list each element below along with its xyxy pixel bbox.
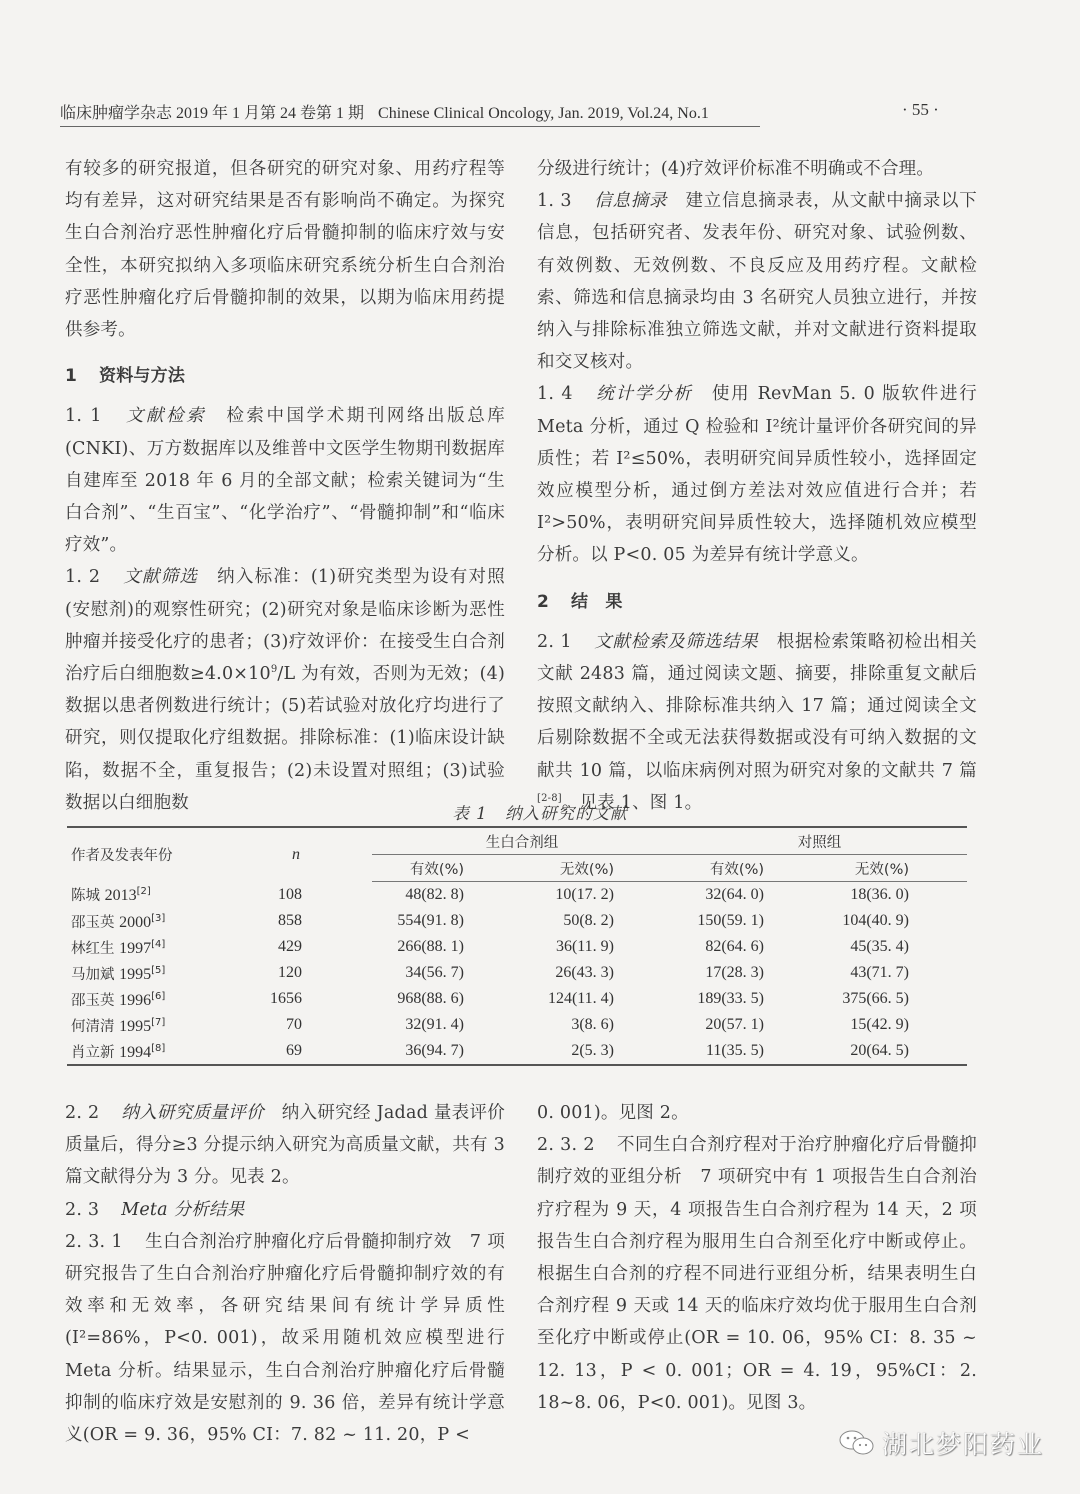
section-2-3-1-continued: 0. 001)。见图 2。 [537,1103,689,1123]
cell-control-ineffective: 375(66. 5) [842,990,909,1007]
section-2-3-2-title: 不同生白合剂疗程对于治疗肿瘤化疗后骨髓抑制疗效的亚组分析 [537,1135,977,1188]
cell-n: 69 [242,1038,372,1065]
cell-treatment-ineffective: 2(5. 3) [522,1038,672,1065]
section-2-1-title: 文献检索及筛选结果 [593,631,759,652]
cell-author-year [67,960,242,986]
publication-year: 1994 [119,1043,152,1061]
table-row [67,1012,967,1038]
reference-number: [4] [151,938,166,950]
publication-year: 1997 [119,939,152,957]
cell-n: 120 [278,964,302,981]
citation-ref: [2-8] [537,793,562,805]
watermark-text: 湖北梦阳药业 [882,1430,1045,1459]
publication-year: 2013 [104,887,137,905]
table-row [67,1038,967,1065]
table-1-caption: 表 1 纳入研究的文献 [452,804,628,823]
cell-author-year [67,882,242,909]
cell-n: 1656 [270,990,302,1007]
left-column-top [65,153,505,819]
header-control-effective: 有效(%) [672,855,822,882]
section-2-2: 2. 2 纳入研究质量评价 纳入研究经 Jadad 量表评价质量后，得分≥3 分提示纳入研究为高质量文献，共有 3 篇文献得分为 3 分。见表 2。 [65,1103,505,1188]
section-2-3-1-title: 生白合剂治疗肿瘤化疗后骨髓抑制疗效 [144,1231,452,1252]
author-name: 邵玉英 [71,914,115,931]
section-1-1-title: 文献检索 [123,406,207,427]
cell-treatment-effective: 968(88. 6) [397,990,464,1007]
reference-number: [6] [151,990,166,1002]
cell-treatment-effective: 32(91. 4) [405,1016,464,1033]
reference-number: [5] [151,964,166,976]
publication-year: 1995 [119,965,152,983]
section-2-2-title: 纳入研究质量评价 [121,1103,264,1123]
author-name: 马加斌 [71,966,115,983]
cell-control-ineffective: 43(71. 7) [850,964,909,981]
section-2-heading: 2 结 果 [537,591,623,612]
table-1-body [67,882,967,1066]
header-control-group: 对照组 [672,827,967,855]
section-1-1: 1. 1 文献检索 检索中国学术期刊网络出版总库(CNKI)、万方数据库以及维普中文医学生物期刊数据库自建库至 2018 年 6 月的全部文献；检索关键词为“生白合剂”、“生百宝”、“化学治疗”、“骨髓抑制”和“临床疗效”。 [65,406,505,556]
journal-title-cn: 临床肿瘤学杂志 2019 年 1 月第 24 卷第 1 期 [60,105,365,122]
table-row [67,934,967,960]
section-1-2-continued: 分级进行统计；(4)疗效评价标准不明确或不合理。 [537,159,935,179]
cell-control-effective: 82(64. 6) [705,938,764,955]
cell-treatment-ineffective: 36(11. 9) [555,938,614,955]
journal-title-en: Chinese Clinical Oncology, Jan. 2019, Vol.24, No.1 [378,105,709,122]
cell-control-effective: 189(33. 5) [697,990,764,1007]
cell-treatment-ineffective: 26(43. 3) [555,964,614,981]
cell-control-ineffective: 18(36. 0) [850,886,909,903]
reference-number: [7] [151,1016,166,1028]
wechat-icon [838,1429,876,1457]
cell-author-year [67,908,242,934]
cell-control-ineffective: 15(42. 9) [850,1016,909,1033]
header-treatment-ineffective: 无效(%) [522,855,672,882]
cell-control-effective: 150(59. 1) [697,912,764,929]
right-column-bottom [537,1097,977,1419]
cell-control-ineffective: 45(35. 4) [850,938,909,955]
cell-n: 858 [278,912,302,929]
cell-control-ineffective: 20(64. 5) [822,1038,967,1065]
publication-year: 2000 [119,913,152,931]
publication-year: 1996 [119,991,152,1009]
section-1-2-title: 文献筛选 [122,567,199,588]
watermark [838,1425,1044,1461]
section-1-2: 1. 2 文献筛选 纳入标准：(1)研究类型为设有对照(安慰剂)的观察性研究；(2)研究对象是临床诊断为恶性肿瘤并接受化疗的患者；(3)疗效评价：在接受生白合剂治疗后白细胞数$\ge 4.0\times 10^9/L$ 为有效，否则为无效；(4)数据以患者例数进行统计；(5)若试验对放化疗均进行了研究，则仅提取化疗组数据。排除标准：(1)临床设计缺陷，数据不全，重复报告；(2)未设置对照组；(3)试验数据以白细胞数 [65,567,505,813]
table-row [67,882,967,909]
header-treatment-effective: 有效(%) [372,855,522,882]
cell-author-year [67,986,242,1012]
section-1-3-title: 信息摘录 [593,191,668,212]
page-number: · 55 · [902,100,939,119]
cell-treatment-effective: 34(56. 7) [405,964,464,981]
cell-treatment-effective: 266(88. 1) [397,938,464,955]
cell-author-year [67,934,242,960]
section-1-4-title: 统计学分析 [594,384,693,405]
cell-treatment-effective: 36(94. 7) [372,1038,522,1065]
author-name: 肖立新 [71,1044,115,1061]
cell-n: 70 [286,1016,302,1033]
reference-number: [3] [151,912,166,924]
author-name: 林红生 [71,940,115,957]
running-header [60,100,760,127]
table-row [67,908,967,934]
author-name: 陈城 [71,888,100,905]
cell-treatment-effective: 554(91. 8) [397,912,464,929]
table-row [67,960,967,986]
header-treatment-group: 生白合剂组 [372,827,672,855]
author-name: 何清清 [71,1018,115,1035]
cell-treatment-effective: 48(82. 8) [405,886,464,903]
author-name: 邵玉英 [71,992,115,1009]
section-2-3-title: Meta 分析结果 [121,1199,245,1220]
table-1 [67,826,967,1066]
publication-year: 1995 [119,1017,152,1035]
cell-author-year [67,1012,242,1038]
section-2-1: 2. 1 文献检索及筛选结果 根据检索策略初检出相关文献 2483 篇，通过阅读文题、摘要，排除重复文献后按照文献纳入、排除标准共纳入 17 篇；通过阅读全文后剔除数据不全或无法获得数据或没有可纳入数据的文献共 10 篇，以临床病例对照为研究对象的文献共 7 篇[2-8]。见表 1、图 1。 [537,631,977,813]
cell-control-effective: 20(57. 1) [705,1016,764,1033]
section-2-3: 2. 3 Meta 分析结果 [65,1199,245,1220]
reference-number: [8] [151,1042,166,1054]
cell-control-effective: 17(28. 3) [705,964,764,981]
reference-number: [2] [136,886,151,898]
header-control-ineffective: 无效(%) [822,855,967,882]
cell-treatment-ineffective: 124(11. 4) [547,990,614,1007]
cell-control-effective: 11(35. 5) [672,1038,822,1065]
cell-treatment-ineffective: 3(8. 6) [571,1016,614,1033]
intro-paragraph: 有较多的研究报道，但各研究的研究对象、用药疗程等均有差异，这对研究结果是否有影响尚不确定。为探究生白合剂治疗恶性肿瘤化疗后骨髓抑制的临床疗效与安全性，本研究拟纳入多项临床研究系统分析生白合剂治疗恶性肿瘤化疗后骨髓抑制的效果，以期为临床用药提供参考。 [65,159,505,341]
section-1-heading: 1 资料与方法 [65,366,186,387]
section-1-3: 1. 3 信息摘录 建立信息摘录表，从文献中摘录以下信息，包括研究者、发表年份、研究对象、试验例数、有效例数、无效例数、不良反应及用药疗程。文献检索、筛选和信息摘录均由 3 名研究人员独立进行，并按纳入与排除标准独立筛选文献，并对文献进行资料提取和交叉核对。 [537,191,977,373]
table-row [67,986,967,1012]
left-column-bottom [65,1097,505,1451]
header-author-year: 作者及发表年份 [67,827,242,882]
cell-n: 429 [278,938,302,955]
header-n: n [242,827,372,882]
cell-treatment-ineffective: 50(8. 2) [563,912,614,929]
cell-author-year [67,1038,242,1065]
section-1-4: 1. 4 统计学分析 使用 RevMan 5. 0 版软件进行 Meta 分析，通过 Q 检验和 I²统计量评价各研究间的异质性；若 I²≤50%，表明研究间异质性较小，选择固定效应模型分析，通过倒方差法对效应值进行合并；若 I²>50%，表明研究间异质性较大，选择随机效应模型分析。以 P<0. 05 为差异有统计学意义。 [537,384,978,566]
cell-treatment-ineffective: 10(17. 2) [555,886,614,903]
cell-control-ineffective: 104(40. 9) [842,912,909,929]
section-2-3-2: 2. 3. 2 不同生白合剂疗程对于治疗肿瘤化疗后骨髓抑制疗效的亚组分析 7 项研究中有 1 项报告生白合剂治疗疗程为 9 天，4 项报告生白合剂疗程为 14 天，2 项报告生白合剂疗程为服用生白合剂至化疗中断或停止。根据生白合剂的疗程不同进行亚组分析，结果表明生白合剂疗程 9 天或 14 天的临床疗效均优于服用生白合剂至化疗中断或停止(OR = 10. 06，95% CI：8. 35 ~ 12. 13，P < 0. 001；OR = 4. 19，95%CI：2. 18~8. 06，P<0. 001)。见图 3。 [537,1135,978,1413]
right-column-top [537,153,977,819]
cell-control-effective: 32(64. 0) [705,886,764,903]
section-2-3-1: 2. 3. 1 生白合剂治疗肿瘤化疗后骨髓抑制疗效 7 项研究报告了生白合剂治疗肿瘤化疗后骨髓抑制疗效的有效率和无效率，各研究结果间有统计学异质性(I²=86%，P<0. 001)，故采用随机效应模型进行 Meta 分析。结果显示，生白合剂治疗肿瘤化疗后骨髓抑制的临床疗效是安慰剂的 9. 36 倍，差异有统计学意义(OR = 9. 36，95% CI：7. 82 ~ 11. 20，P < [65,1231,505,1446]
cell-n: 108 [278,885,302,903]
